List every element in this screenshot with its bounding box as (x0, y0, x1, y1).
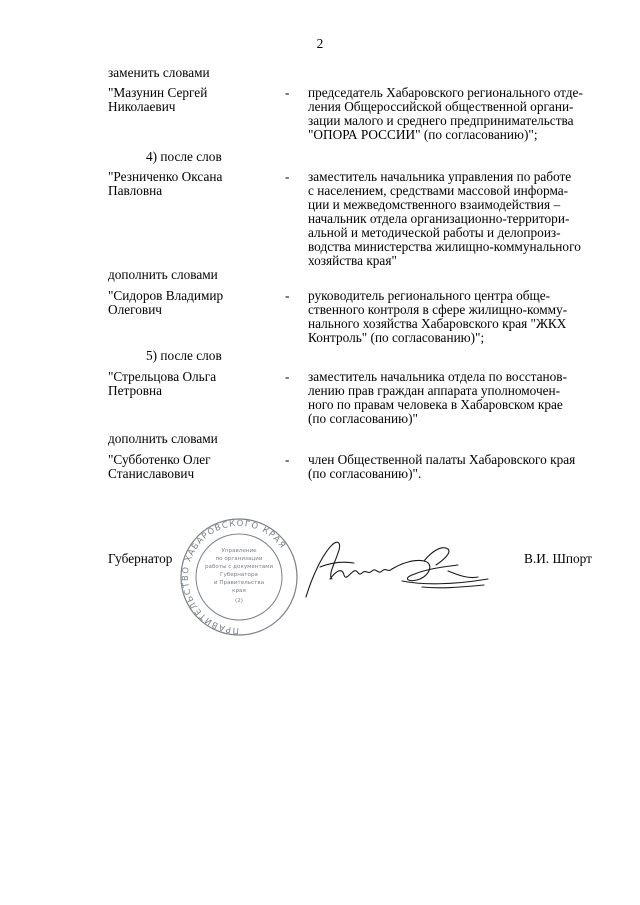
person-position-reznichenko: заместитель начальника управления по работе с населением, средствами массовой информа- ции и межведомственного взаимодействия – начальник отдела организационно-территори- альной и методической работы и делопроиз- водства министерства жилищно-коммунального хозяйства края" (308, 169, 581, 268)
instruction-add: дополнить словами (108, 267, 218, 282)
stamp-line: края (232, 588, 246, 594)
dash: - (285, 169, 290, 184)
stamp-line: (2) (235, 598, 243, 604)
page-number: 2 (316, 36, 324, 51)
instruction-after-words-4: 4) после слов (146, 149, 222, 164)
instruction-replace: заменить словами (108, 65, 210, 80)
stamp-line: по организации (215, 556, 263, 562)
official-stamp (180, 516, 298, 646)
dash: - (285, 288, 290, 303)
person-position-mazunin: председатель Хабаровского регионального отде- ления Общероссийской общественной органи- зации малого и среднего предпринимательства "ОПОРА РОССИИ" (по согласованию)"; (308, 85, 583, 142)
stamp-line: Губернатора (220, 572, 258, 578)
handwritten-signature (302, 535, 492, 603)
stamp-ring-text: ПРАВИТЕЛЬСТВО ХАБАРОВСКОГО КРАЯ (180, 517, 289, 637)
dash: - (285, 85, 290, 100)
instruction-add: дополнить словами (108, 431, 218, 446)
stamp-line: и Правительства (213, 580, 265, 586)
person-name-streltsova: "Стрельцова Ольга Петровна (108, 369, 217, 398)
stamp-line: Управление (221, 548, 257, 554)
dash: - (285, 369, 290, 384)
person-name-reznichenko: "Резниченко Оксана Павловна (108, 169, 223, 198)
person-position-streltsova: заместитель начальника отдела по восстанов- лению прав граждан аппарата уполномочен- ного по правам человека в Хабаровском крае (по согласованию)" (308, 369, 568, 426)
person-position-subbotenko: член Общественной палаты Хабаровского края (по согласованию)". (308, 452, 576, 481)
stamp-line: работы с документами (205, 564, 273, 570)
governor-title: Губернатор (108, 551, 173, 566)
person-position-sidorov: руководитель регионального центра обще- ственного контроля в сфере жилищно-комму- нального хозяйства Хабаровского края "ЖКХ Контроль" (по согласованию)"; (308, 288, 568, 345)
person-name-mazunin: "Мазунин Сергей Николаевич (108, 85, 208, 114)
dash: - (285, 452, 290, 467)
governor-name: В.И. Шпорт (524, 551, 592, 566)
instruction-after-words-5: 5) после слов (146, 348, 222, 363)
person-name-subbotenko: "Субботенко Олег Станиславович (108, 452, 211, 481)
person-name-sidorov: "Сидоров Владимир Олегович (108, 288, 224, 317)
